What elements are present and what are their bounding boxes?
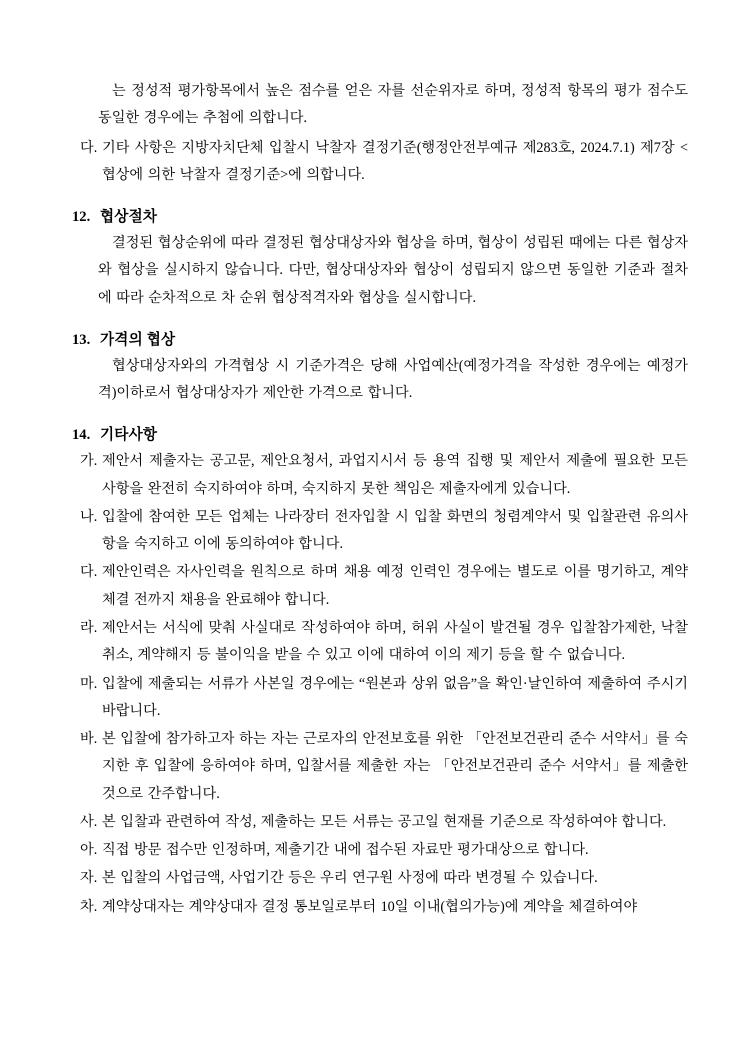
list-item-marker: 라. xyxy=(80,619,98,636)
list-item-text: 기타 사항은 지방자치단체 입찰시 낙찰자 결정기준(행정안전부예규 제283호, 2024.7.1) 제7장 <협상에 의한 낙찰자 결정기준>에 의합니다. xyxy=(102,139,688,183)
list-item-marker: 자. xyxy=(80,870,98,887)
list-item xyxy=(72,809,688,836)
list-item-text: 제안인력은 자사인력을 원칙으로 하며 채용 예정 인력인 경우에는 별도로 이를 명기하고, 계약체결 전까지 채용을 완료해야 합니다. xyxy=(102,564,688,608)
list-item xyxy=(72,448,688,503)
section-heading-14 xyxy=(72,423,688,444)
section-title: 기타사항 xyxy=(100,427,158,444)
list-item xyxy=(72,865,688,892)
list-item xyxy=(72,559,688,614)
list-item xyxy=(72,837,688,864)
list-item-marker: 다. xyxy=(80,139,98,156)
list-item-text: 직접 방문 접수만 인정하며, 제출기간 내에 접수된 자료만 평가대상으로 합니다. xyxy=(102,842,589,859)
list-item-text: 입찰에 참여한 모든 업체는 나라장터 전자입찰 시 입찰 화면의 청렴계약서 및 입찰관련 유의사항을 숙지하고 이에 동의하여야 합니다. xyxy=(102,508,688,553)
list-item-text: 본 입찰의 사업금액, 사업기간 등은 우리 연구원 사정에 따라 변경될 수 있습니다. xyxy=(102,870,598,887)
section-paragraph-13: 협상대상자와의 가격협상 시 기준가격은 당해 사업예산(예정가격을 작성한 경우에는 예정가격)이하로서 협상대상자가 제안한 가격으로 합니다. xyxy=(98,357,688,402)
section-number: 12. xyxy=(72,209,91,226)
list-item-marker: 사. xyxy=(80,813,98,830)
section-heading-13 xyxy=(72,328,688,349)
section-title: 협상절차 xyxy=(100,209,158,226)
list-item-marker: 나. xyxy=(80,508,98,525)
section-heading-12 xyxy=(72,205,688,226)
list-item-marker: 차. xyxy=(80,898,98,915)
list-item-marker: 아. xyxy=(80,842,98,859)
list-item-marker: 마. xyxy=(80,675,98,692)
list-item xyxy=(72,504,688,559)
list-item-marker: 바. xyxy=(80,731,98,748)
section-paragraph-12: 결정된 협상순위에 따라 결정된 협상대상자와 협상을 하며, 협상이 성립된 때에는 다른 협상자와 협상을 실시하지 않습니다. 다만, 협상대상자와 협상이 성립되지 않으면 동일한 기준과 절차에 따라 순차적으로 차 순위 협상적격자와 협상을 실시합니다. xyxy=(98,235,688,306)
list-item xyxy=(72,894,688,921)
list-item-text: 본 입찰과 관련하여 작성, 제출하는 모든 서류는 공고일 현재를 기준으로 작성하여야 합니다. xyxy=(102,813,667,830)
list-item-text: 제안서 제출자는 공고문, 제안요청서, 과업지시서 등 용역 집행 및 제안서 제출에 필요한 모든 사항을 완전히 숙지하여야 하며, 숙지하지 못한 책임은 제출자에게 있습니다. xyxy=(102,453,688,497)
list-item-text: 입찰에 제출되는 서류가 사본일 경우에는 “원본과 상위 없음”을 확인·날인하여 제출하여 주시기 바랍니다. xyxy=(102,675,688,719)
list-item xyxy=(72,726,688,808)
list-item xyxy=(72,135,688,190)
continuation-paragraph: 는 정성적 평가항목에서 높은 점수를 얻은 자를 선순위자로 하며, 정성적 항목의 평가 점수도 동일한 경우에는 추첨에 의합니다. xyxy=(98,83,688,127)
section-number: 14. xyxy=(72,427,91,444)
section-number: 13. xyxy=(72,331,91,348)
section-title: 가격의 협상 xyxy=(100,331,176,348)
list-item-marker: 다. xyxy=(80,564,98,581)
list-item-text: 본 입찰에 참가하고자 하는 자는 근로자의 안전보호를 위한 「안전보건관리 준수 서약서」를 숙지한 후 입찰에 응하여야 하며, 입찰서를 제출한 자는 「안전보건관리 준수 서약서」를 제출한 것으로 간주합니다. xyxy=(102,731,688,802)
list-item xyxy=(72,615,688,670)
list-item xyxy=(72,671,688,726)
list-item-text: 계약상대자는 계약상대자 결정 통보일로부터 10일 이내(협의가능)에 계약을 체결하여야 xyxy=(102,898,638,915)
list-item-marker: 가. xyxy=(80,453,98,470)
list-item-text: 제안서는 서식에 맞춰 사실대로 작성하여야 하며, 허위 사실이 발견될 경우 입찰참가제한, 낙찰취소, 계약해지 등 불이익을 받을 수 있고 이에 대하여 이의 제기 등을 할 수 없습니다. xyxy=(102,619,688,664)
